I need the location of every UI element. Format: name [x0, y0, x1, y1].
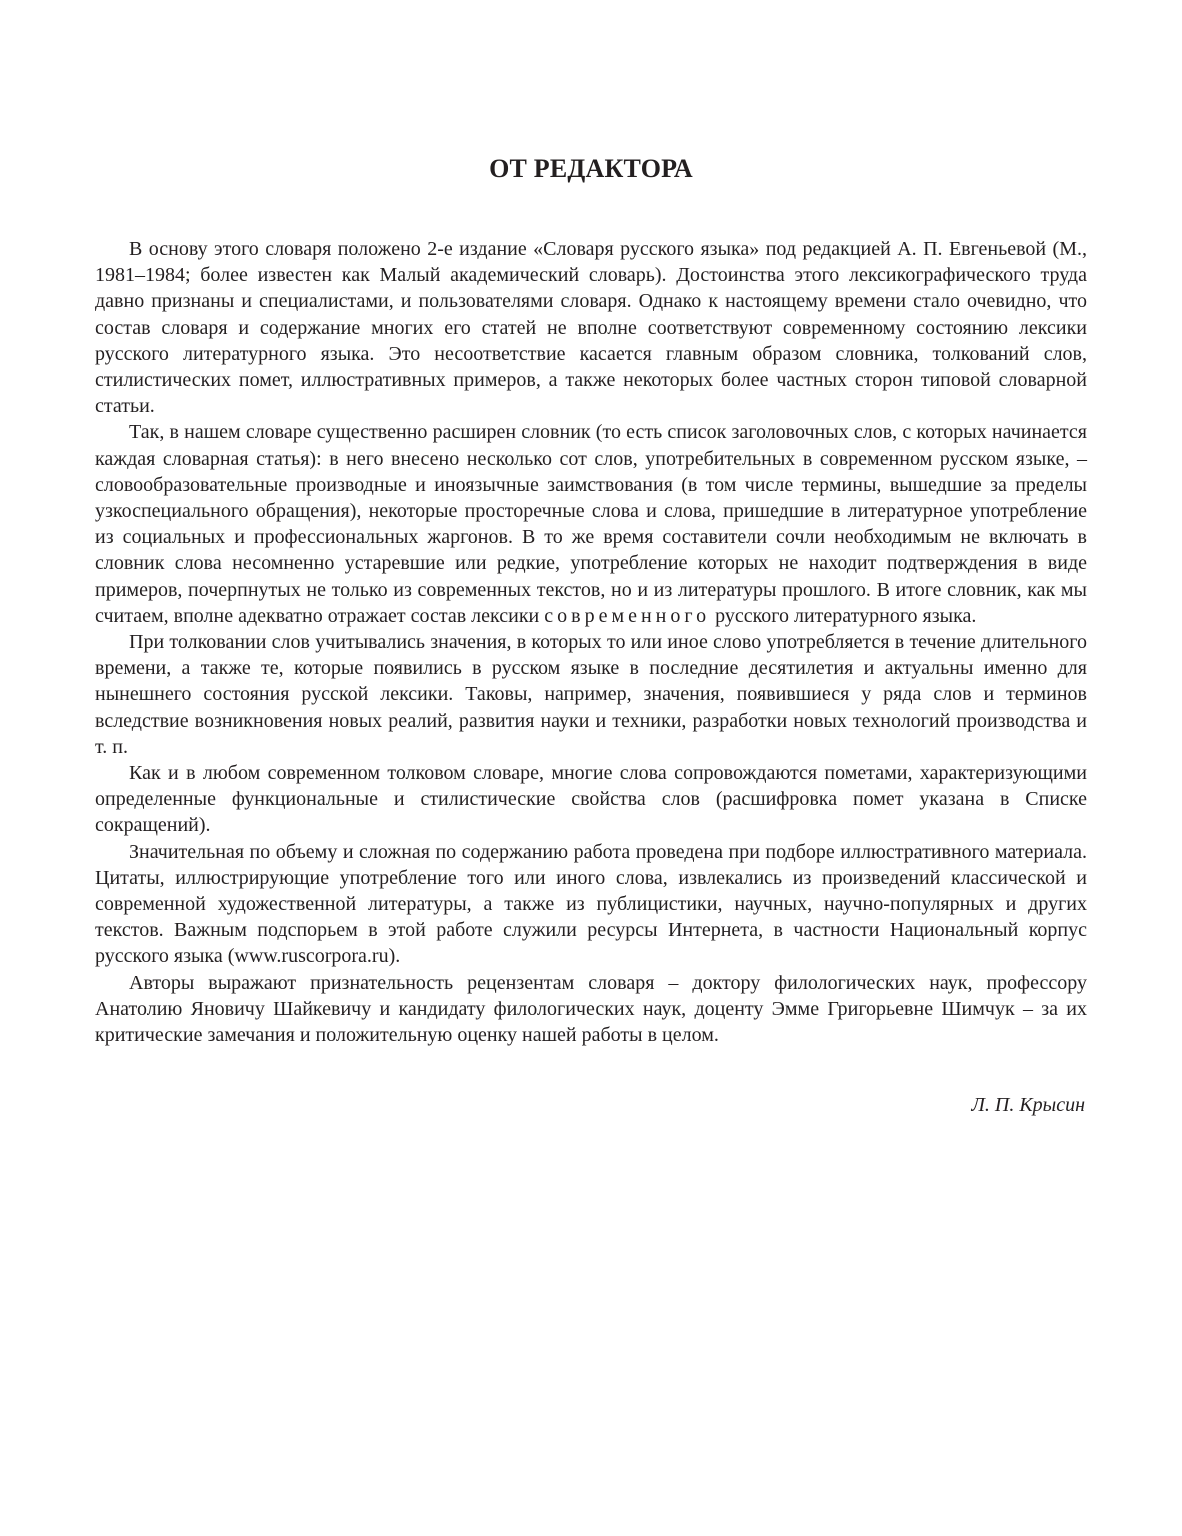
paragraph-2-text: Так, в нашем словаре существенно расширен словник (то есть список заголовочных слов, с которых начинается каждая словарная статья): в него внесено несколько сот слов, употребительных в современном русском языке, – словообразовательные производные и иноязычные заимствования (в том числе термины, вышедшие за пределы узкоспециального обращения), некоторые просторечные слова и слова, пришедшие в литературное употребление из социальных и профессиональных жаргонов. В то же время составители сочли необходимым не включать в словник слова несомненно устаревшие или редкие, употребление которых не находит подтверждения в виде примеров, почерпнутых не только из современных текстов, но и из литературы прошлого. В итоге словник, как мы считаем, вполне адекватно отражает состав лексики: [95, 421, 1087, 627]
page-title: ОТ РЕДАКТОРА: [489, 154, 693, 184]
paragraph-1: В основу этого словаря положено 2-е издание «Словаря русского языка» под редакцией А. П. Евгеньевой (М., 1981–1984; более известен как Малый академический словарь). Достоинства этого лексикографического труда давно признаны и специалистами, и пользователями словаря. Однако к настоящему времени стало очевидно, что состав словаря и содержание многих его статей не вполне соответствуют современному состоянию лексики русского литературного языка. Это несоответствие касается главным образом словника, толкований слов, стилистических помет, иллюстративных примеров, а также некоторых более частных сторон типовой словарной статьи.: [95, 238, 1087, 418]
paragraph-2: [95, 419, 1087, 629]
paragraph-4: Как и в любом современном толковом словаре, многие слова сопровождаются пометами, характеризующими определенные функциональные и стилистические свойства слов (расшифровка помет указана в Списке сокращений).: [95, 762, 1087, 837]
document-page: [95, 0, 1087, 1536]
author-signature: Л. П. Крысин: [971, 1094, 1085, 1116]
paragraph-6: Авторы выражают признательность рецензентам словаря – доктору филологических наук, профессору Анатолию Яновичу Шайкевичу и кандидату филологических наук, доценту Эмме Григорьевне Шимчук – за их критические замечания и положительную оценку нашей работы в целом.: [95, 971, 1087, 1047]
preface-body: [95, 236, 1087, 1048]
paragraph-5: Значительная по объему и сложная по содержанию работа проведена при подборе иллюстративного материала. Цитаты, иллюстрирующие употребление того или иного слова, извлекались из произведений классической и современной художественной литературы, а также из публицистики, научных, научно-популярных и других текстов. Важным подспорьем в этой работе служили ресурсы Интернета, в частности Национальный корпус русского языка (www.ruscorpora.ru).: [95, 840, 1087, 968]
paragraph-2-tail: русского литературного языка.: [710, 604, 977, 627]
emphasized-word: современного: [544, 604, 711, 627]
paragraph-3: При толковании слов учитывались значения, в которых то или иное слово употребляется в течение длительного времени, а также те, которые появились в русском языке в последние десятилетия и актуальны именно для нынешнего состояния русской лексики. Таковы, например, значения, появившиеся у ряда слов и терминов вследствие возникновения новых реалий, развития науки и техники, разработки новых технологий производства и т. п.: [95, 631, 1087, 758]
